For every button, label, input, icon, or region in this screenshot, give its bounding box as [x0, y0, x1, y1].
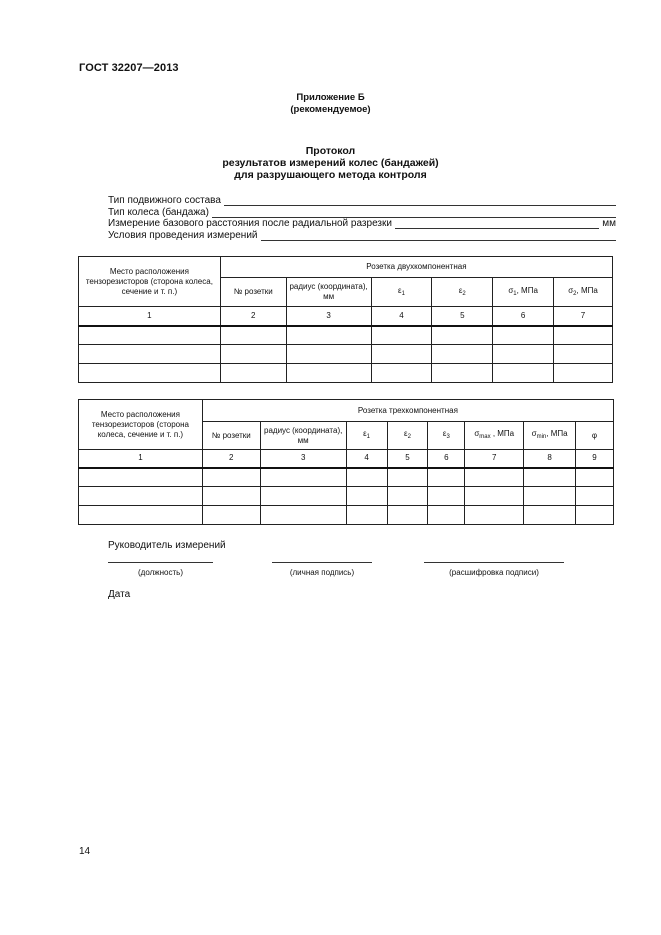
empty-cell[interactable] [554, 345, 613, 364]
col-num-7: 7 [554, 307, 613, 326]
protocol-line-2: результатов измерений колес (бандажей) [222, 157, 439, 169]
col-epsilon-2: $\varepsilon_2$ [387, 422, 428, 450]
empty-cell[interactable] [524, 468, 576, 487]
column-number-row [79, 307, 613, 326]
conditions-field [108, 229, 616, 241]
col-num-4: 4 [371, 307, 432, 326]
col-radius: радиус (координата), мм [286, 278, 371, 307]
col-radius: радиус (координата), мм [260, 422, 346, 450]
empty-cell[interactable] [79, 487, 203, 506]
empty-cell[interactable] [286, 345, 371, 364]
empty-cell[interactable] [202, 506, 260, 525]
col-num-5: 5 [387, 450, 428, 468]
empty-cell[interactable] [260, 468, 346, 487]
col-phi: φ [576, 422, 614, 450]
empty-cell[interactable] [465, 487, 524, 506]
position-caption: (должность) [138, 568, 183, 577]
col-num-4: 4 [346, 450, 387, 468]
base-distance-field [108, 218, 616, 230]
empty-cell[interactable] [220, 326, 286, 345]
col-rosette-number: № розетки [220, 278, 286, 307]
empty-cell[interactable] [202, 468, 260, 487]
group-header: Розетка трехкомпонентная [202, 400, 613, 422]
col-num-1: 1 [79, 307, 221, 326]
personal-signature-caption: (личная подпись) [289, 568, 355, 577]
location-header: Место расположения тензорезисторов (сторона колеса, сечение и т. п.) [79, 400, 203, 450]
col-num-7: 7 [465, 450, 524, 468]
empty-cell[interactable] [428, 487, 465, 506]
empty-cell[interactable] [465, 468, 524, 487]
table-row [79, 487, 614, 506]
date-label: Дата [108, 589, 131, 600]
col-num-1: 1 [79, 450, 203, 468]
wheel-type-field [108, 206, 616, 218]
appendix-subtitle: (рекомендуемое) [290, 104, 371, 115]
col-num-2: 2 [220, 307, 286, 326]
empty-cell[interactable] [286, 326, 371, 345]
empty-cell[interactable] [346, 487, 387, 506]
col-num-3: 3 [286, 307, 371, 326]
col-num-3: 3 [260, 450, 346, 468]
protocol-line-3: для разрушающего метода контроля [234, 169, 427, 181]
col-num-2: 2 [202, 450, 260, 468]
empty-cell[interactable] [202, 487, 260, 506]
base-distance-label: Измерение базового расстояния после радиальной разрезки [108, 218, 392, 230]
col-epsilon-3: $\varepsilon_3$ [428, 422, 465, 450]
empty-cell[interactable] [79, 345, 221, 364]
table-row [79, 506, 614, 525]
empty-cell[interactable] [371, 364, 432, 383]
col-num-5: 5 [432, 307, 493, 326]
col-sigma-1: $\sigma_1$, МПа [493, 278, 554, 307]
location-header: Место расположения тензорезисторов (сторона колеса, сечение и т. п.) [79, 257, 221, 307]
protocol-title: Протокол [305, 145, 356, 157]
standard-header: ГОСТ 32207—2013 [79, 62, 179, 74]
empty-cell[interactable] [576, 506, 614, 525]
column-number-row [79, 450, 614, 468]
vehicle-type-field [108, 194, 616, 206]
empty-cell[interactable] [432, 345, 493, 364]
empty-cell[interactable] [493, 345, 554, 364]
empty-cell[interactable] [493, 326, 554, 345]
table-row [79, 326, 613, 345]
empty-cell[interactable] [387, 487, 428, 506]
col-sigma-max: $\sigma_{max}$ , МПа [465, 422, 524, 450]
table-row [79, 468, 614, 487]
vehicle-type-blank[interactable] [224, 197, 616, 206]
empty-cell[interactable] [576, 468, 614, 487]
empty-cell[interactable] [493, 364, 554, 383]
col-num-6: 6 [428, 450, 465, 468]
empty-cell[interactable] [524, 506, 576, 525]
empty-cell[interactable] [432, 326, 493, 345]
empty-cell[interactable] [576, 487, 614, 506]
empty-cell[interactable] [286, 364, 371, 383]
empty-cell[interactable] [524, 487, 576, 506]
protocol-heading [0, 145, 661, 181]
col-num-9: 9 [576, 450, 614, 468]
empty-cell[interactable] [371, 326, 432, 345]
appendix-heading [0, 92, 661, 116]
conditions-label: Условия проведения измерений [108, 230, 258, 242]
signature-decoding-line[interactable] [424, 562, 564, 563]
empty-cell[interactable] [432, 364, 493, 383]
protocol-fields [108, 194, 616, 241]
group-header: Розетка двухкомпонентная [220, 257, 612, 278]
empty-cell[interactable] [220, 364, 286, 383]
empty-cell[interactable] [79, 364, 221, 383]
signature-decoding-caption: (расшифровка подписи) [449, 568, 539, 577]
wheel-type-label: Тип колеса (бандажа) [108, 206, 209, 218]
empty-cell[interactable] [346, 506, 387, 525]
personal-signature-line[interactable] [272, 562, 372, 563]
page-number: 14 [79, 846, 91, 857]
empty-cell[interactable] [428, 468, 465, 487]
col-rosette-number: № розетки [202, 422, 260, 450]
vehicle-type-label: Тип подвижного состава [108, 194, 221, 206]
empty-cell[interactable] [79, 468, 203, 487]
empty-cell[interactable] [428, 506, 465, 525]
empty-cell[interactable] [79, 326, 221, 345]
table-row [79, 345, 613, 364]
empty-cell[interactable] [79, 506, 203, 525]
empty-cell[interactable] [387, 506, 428, 525]
empty-cell[interactable] [554, 364, 613, 383]
empty-cell[interactable] [387, 468, 428, 487]
empty-cell[interactable] [346, 468, 387, 487]
conditions-blank[interactable] [261, 232, 617, 241]
base-distance-blank[interactable] [395, 220, 599, 229]
col-sigma-min: $\sigma_{min}$, МПа [524, 422, 576, 450]
col-num-6: 6 [493, 307, 554, 326]
two-component-rosette-table [78, 256, 613, 383]
wheel-type-blank[interactable] [212, 209, 616, 218]
col-epsilon-1: $\varepsilon_1$ [346, 422, 387, 450]
col-sigma-2: $\sigma_2$, МПа [554, 278, 613, 307]
empty-cell[interactable] [260, 487, 346, 506]
table-row [79, 364, 613, 383]
col-epsilon-1: $\varepsilon_1$ [371, 278, 432, 307]
measurement-supervisor-label: Руководитель измерений [108, 540, 226, 551]
empty-cell[interactable] [220, 345, 286, 364]
appendix-title: Приложение Б [296, 92, 365, 103]
col-num-8: 8 [524, 450, 576, 468]
empty-cell[interactable] [371, 345, 432, 364]
col-epsilon-2: $\varepsilon_2$ [432, 278, 493, 307]
three-component-rosette-table [78, 399, 614, 525]
position-line[interactable] [108, 562, 213, 563]
empty-cell[interactable] [260, 506, 346, 525]
base-distance-unit: мм [602, 218, 616, 230]
empty-cell[interactable] [554, 326, 613, 345]
empty-cell[interactable] [465, 506, 524, 525]
